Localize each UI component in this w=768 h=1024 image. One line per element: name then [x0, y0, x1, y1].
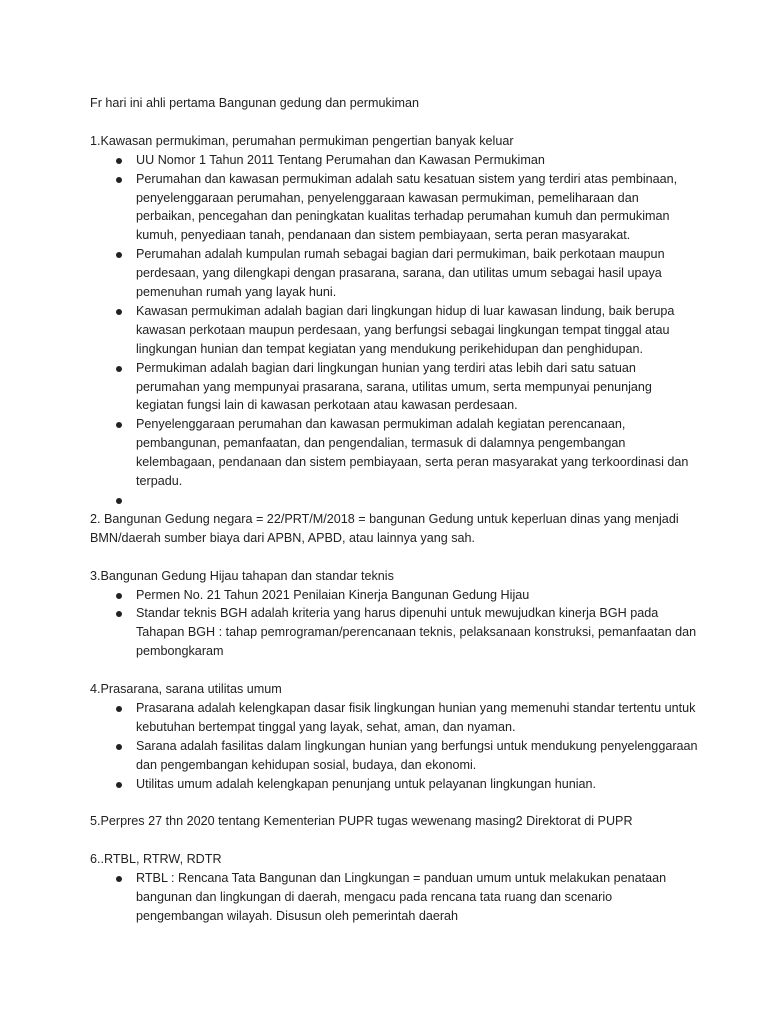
- spacer: [90, 831, 698, 850]
- bullet-item: Utilitas umum adalah kelengkapan penunjang untuk pelayanan lingkungan hunian.: [90, 775, 698, 794]
- spacer: [90, 113, 698, 132]
- bullet-item: Permukiman adalah bagian dari lingkungan hunian yang terdiri atas lebih dari satu satuan perumahan yang mempunyai prasarana, sarana, utilitas umum, serta mempunyai penunjang kegiatan fungsi lain di kawasan perkotaan atau kawasan perdesaan.: [90, 359, 698, 416]
- bullet-item: UU Nomor 1 Tahun 2011 Tentang Perumahan dan Kawasan Permukiman: [90, 151, 698, 170]
- bullet-item: RTBL : Rencana Tata Bangunan dan Lingkungan = panduan umum untuk melakukan penataan bangunan dan lingkungan di daerah, mengacu pada rencana tata ruang dan scenario pengembangan wilayah. Disusun oleh pemerintah daerah: [90, 869, 698, 926]
- bullet-item: Perumahan adalah kumpulan rumah sebagai bagian dari permukiman, baik perkotaan maupun perdesaan, yang dilengkapi dengan prasarana, sarana, dan utilitas umum sebagai hasil upaya pemenuhan rumah yang layak huni.: [90, 245, 698, 302]
- bullet-list: [90, 869, 698, 926]
- spacer: [90, 793, 698, 812]
- section-heading: 6..RTBL, RTRW, RDTR: [90, 852, 222, 867]
- spacer: [90, 548, 698, 567]
- bullet-list: [90, 151, 698, 510]
- section-heading: 3.Bangunan Gedung Hijau tahapan dan standar teknis: [90, 568, 394, 583]
- section-heading: 4.Prasarana, sarana utilitas umum: [90, 682, 282, 697]
- bullet-item: Permen No. 21 Tahun 2021 Penilaian Kinerja Bangunan Gedung Hijau: [90, 586, 698, 605]
- section-heading: 2. Bangunan Gedung negara = 22/PRT/M/2018 = bangunan Gedung untuk keperluan dinas yang menjadi BMN/daerah sumber biaya dari APBN, APBD, atau lainnya yang sah.: [90, 511, 679, 545]
- bullet-item: Sarana adalah fasilitas dalam lingkungan hunian yang berfungsi untuk mendukung penyelenggaraan dan pengembangan kehidupan sosial, budaya, dan ekonomi.: [90, 737, 698, 775]
- bullet-item: Penyelenggaraan perumahan dan kawasan permukiman adalah kegiatan perencanaan, pembangunan, pemanfaatan, dan pengendalian, termasuk di dalamnya pengembangan kelembagaan, pendanaan dan sistem pembiayaan, serta peran masyarakat yang terkoordinasi dan terpadu.: [90, 415, 698, 491]
- section-heading: 5.Perpres 27 thn 2020 tentang Kementerian PUPR tugas wewenang masing2 Direktorat di PUPR: [90, 814, 633, 829]
- spacer: [90, 661, 698, 680]
- bullet-list: [90, 699, 698, 794]
- intro-line: Fr hari ini ahli pertama Bangunan gedung dan permukiman: [90, 96, 420, 110]
- section-heading: 1.Kawasan permukiman, perumahan permukiman pengertian banyak keluar: [90, 133, 514, 148]
- bullet-item: Standar teknis BGH adalah kriteria yang harus dipenuhi untuk mewujudkan kinerja BGH pada Tahapan BGH : tahap pemrograman/perencanaan teknis, pelaksanaan konstruksi, pemanfaatan dan pembongkaram: [90, 604, 698, 661]
- bullet-item: Perumahan dan kawasan permukiman adalah satu kesatuan sistem yang terdiri atas pembinaan, penyelenggaraan perumahan, penyelenggaraan kawasan permukiman, pemeliharaan dan perbaikan, pencegahan dan peningkatan kualitas terhadap perumahan kumuh dan permukiman kumuh, penyediaan tanah, pendanaan dan sistem pembiayaan, serta peran masyarakat.: [90, 170, 698, 246]
- bullet-item: Prasarana adalah kelengkapan dasar fisik lingkungan hunian yang memenuhi standar tertentu untuk kebutuhan bertempat tinggal yang layak, sehat, aman, dan nyaman.: [90, 699, 698, 737]
- bullet-list: [90, 586, 698, 662]
- bullet-item: Kawasan permukiman adalah bagian dari lingkungan hidup di luar kawasan lindung, baik berupa kawasan perkotaan maupun perdesaan, yang berfungsi sebagai lingkungan tempat tinggal atau lingkungan hunian dan tempat kegiatan yang mendukung perikehidupan dan penghidupan.: [90, 302, 698, 359]
- bullet-item-empty: [90, 491, 698, 510]
